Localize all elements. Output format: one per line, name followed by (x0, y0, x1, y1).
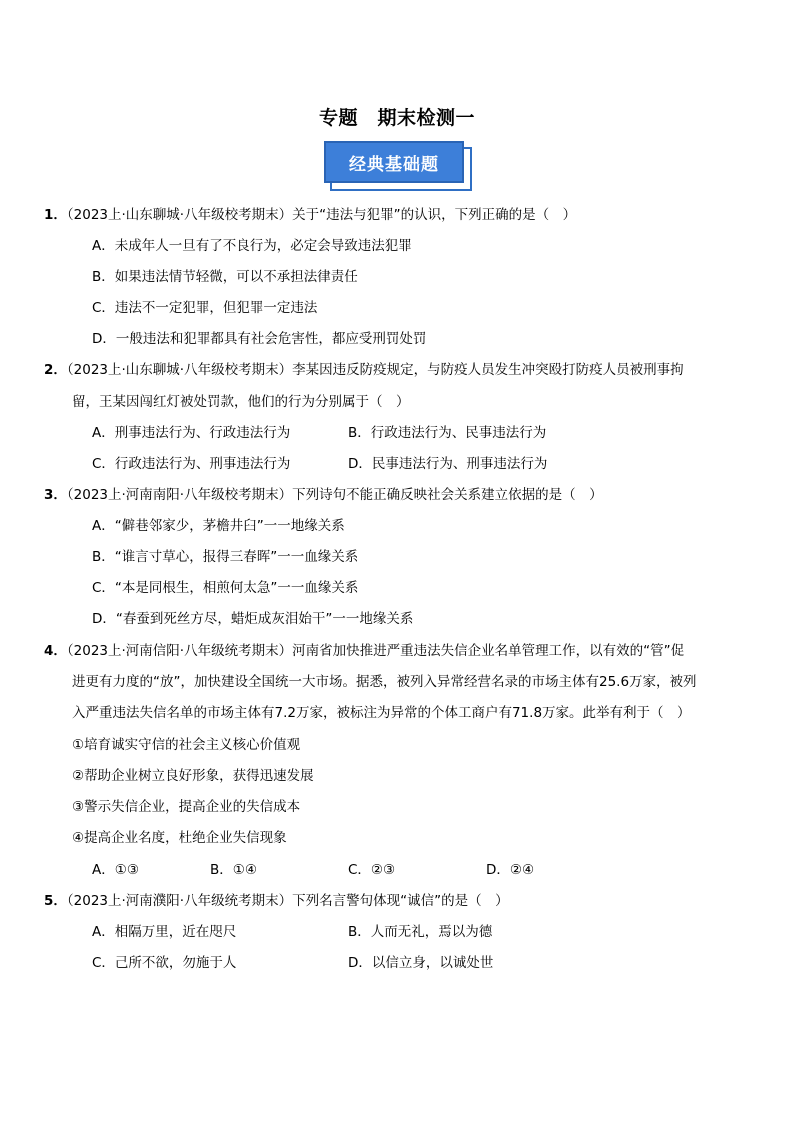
option-a: A．相隔万里，近在咫尺 (92, 924, 237, 940)
question-stem-continued: 进更有力度的“放”，加快建设全国统一大市场。据悉，被列入异常经营名录的市场主体有25.6万家，被列 (72, 674, 697, 690)
option-c: C．②③ (348, 862, 396, 878)
option-c: C．违法不一定犯罪，但犯罪一定违法 (92, 300, 318, 316)
option-d: D．一般违法和犯罪都具有社会危害性，都应受刑罚处罚 (92, 331, 427, 347)
question-5 (44, 891, 509, 911)
question-number: 3． (44, 487, 67, 503)
badge-label: 经典基础题 (324, 141, 464, 183)
question-stem: 下列名言警句体现“诚信”的是（ ） (292, 893, 509, 909)
option-d: D．民事违法行为、刑事违法行为 (348, 456, 548, 472)
page-title: 专题 期末检测一 (318, 107, 475, 129)
question-number: 4． (44, 643, 67, 659)
option-b: B．①④ (210, 862, 257, 878)
option-b: B．“谁言寸草心，报得三春晖”一一血缘关系 (92, 549, 359, 565)
option-a: A．①③ (92, 862, 139, 878)
question-source: （2023上·山东聊城·八年级校考期末） (66, 207, 293, 223)
question-number: 1． (44, 207, 67, 223)
question-stem: 关于“违法与犯罪”的认识，下列正确的是（ ） (292, 207, 577, 223)
option-d: D．以信立身，以诚处世 (348, 955, 494, 971)
question-number: 2． (44, 362, 67, 378)
question-stem: 河南省加快推进严重违法失信企业名单管理工作，以有效的“管”促 (292, 643, 685, 659)
question-source: （2023上·河南濮阳·八年级统考期末） (66, 893, 293, 909)
option-b: B．如果违法情节轻微，可以不承担法律责任 (92, 269, 358, 285)
question-stem: 李某因违反防疫规定，与防疫人员发生冲突殴打防疫人员被刑事拘 (292, 362, 684, 378)
question-number: 5． (44, 893, 67, 909)
option-a: A．刑事违法行为、行政违法行为 (92, 425, 291, 441)
option-c: C．行政违法行为、刑事违法行为 (92, 456, 291, 472)
question-1 (44, 205, 576, 225)
statement-2: ②帮助企业树立良好形象，获得迅速发展 (72, 768, 314, 784)
question-stem: 下列诗句不能正确反映社会关系建立依据的是（ ） (292, 487, 603, 503)
statement-3: ③警示失信企业，提高企业的失信成本 (72, 799, 301, 815)
question-stem-continued: 入严重违法失信名单的市场主体有7.2万家，被标注为异常的个体工商户有71.8万家。此举有利于（ ） (72, 705, 691, 721)
question-source: （2023上·河南南阳·八年级校考期末） (66, 487, 293, 503)
option-a: A．未成年人一旦有了不良行为，必定会导致违法犯罪 (92, 238, 412, 254)
question-3 (44, 485, 603, 505)
option-d: D．②④ (486, 862, 535, 878)
question-stem-continued: 留，王某因闯红灯被处罚款，他们的行为分别属于（ ） (72, 394, 410, 410)
option-c: C．“本是同根生，相煎何太急”一一血缘关系 (92, 580, 359, 596)
statement-1: ①培育诚实守信的社会主义核心价值观 (72, 737, 301, 753)
option-d: D．“春蚕到死丝方尽，蜡炬成灰泪始干”一一地缘关系 (92, 611, 414, 627)
option-b: B．人而无礼，焉以为德 (348, 924, 493, 940)
question-source: （2023上·山东聊城·八年级校考期末） (66, 362, 293, 378)
question-2 (44, 360, 684, 380)
option-b: B．行政违法行为、民事违法行为 (348, 425, 547, 441)
option-c: C．己所不欲，勿施于人 (92, 955, 237, 971)
statement-4: ④提高企业名度，杜绝企业失信现象 (72, 830, 287, 846)
question-4 (44, 641, 684, 661)
section-badge (324, 141, 470, 189)
option-a: A．“僻巷邻家少，茅檐井臼”一一地缘关系 (92, 518, 345, 534)
question-source: （2023上·河南信阳·八年级统考期末） (66, 643, 293, 659)
